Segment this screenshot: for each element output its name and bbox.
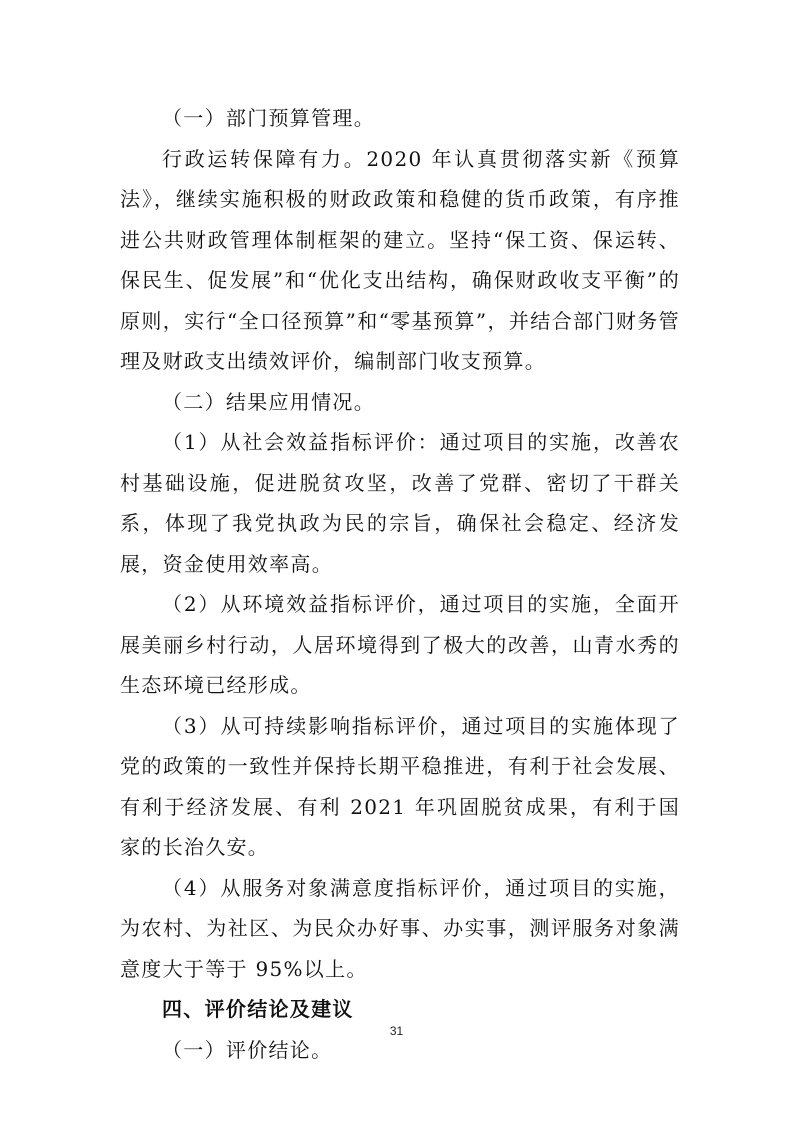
paragraph-environmental-benefit: （2）从环境效益指标评价，通过项目的实施，全面开展美丽乡村行动，人居环境得到了极大的改善，山青水秀的生态环境已经形成。 xyxy=(120,592,680,697)
paragraph-satisfaction: （4）从服务对象满意度指标评价，通过项目的实施，为农村、为社区、为民众办好事、办实事，测评服务对象满意度大于等于 95%以上。 xyxy=(120,875,680,981)
section-heading-conclusions: 四、评价结论及建议 xyxy=(162,997,354,1021)
paragraph-operations-guarantee: 行政运转保障有力。2020 年认真贯彻落实新《预算法》，继续实施积极的财政政策和稳健的货币政策，有序推进公共财政管理体制框架的建立。坚持“保工资、保运转、保民生、促发展”和“优化支出结构，确保财政收支平衡”的原则，实行“全口径预算”和“零基预算”，并结合部门财务管理及财政支出绩效评价，编制部门收支预算。 xyxy=(120,146,680,373)
paragraph-social-benefit: （1）从社会效益指标评价：通过项目的实施，改善农村基础设施，促进脱贫攻坚，改善了党群、密切了干群关系，体现了我党执政为民的宗旨，确保社会稳定、经济发展，资金使用效率高。 xyxy=(120,430,680,576)
subsection-heading-evaluation-conclusion: （一）评价结论。 xyxy=(162,1037,333,1062)
paragraph-sustainability: （3）从可持续影响指标评价，通过项目的实施体现了党的政策的一致性并保持长期平稳推进，有利于社会发展、有利于经济发展、有利 2021 年巩固脱贫成果，有利于国家的长治久安。 xyxy=(120,713,680,859)
subsection-heading-result-application: （二）结果应用情况。 xyxy=(162,389,375,414)
document-body xyxy=(120,98,680,1070)
page-number: 31 xyxy=(389,1024,404,1038)
subsection-heading-budget-management: （一）部门预算管理。 xyxy=(162,106,375,130)
